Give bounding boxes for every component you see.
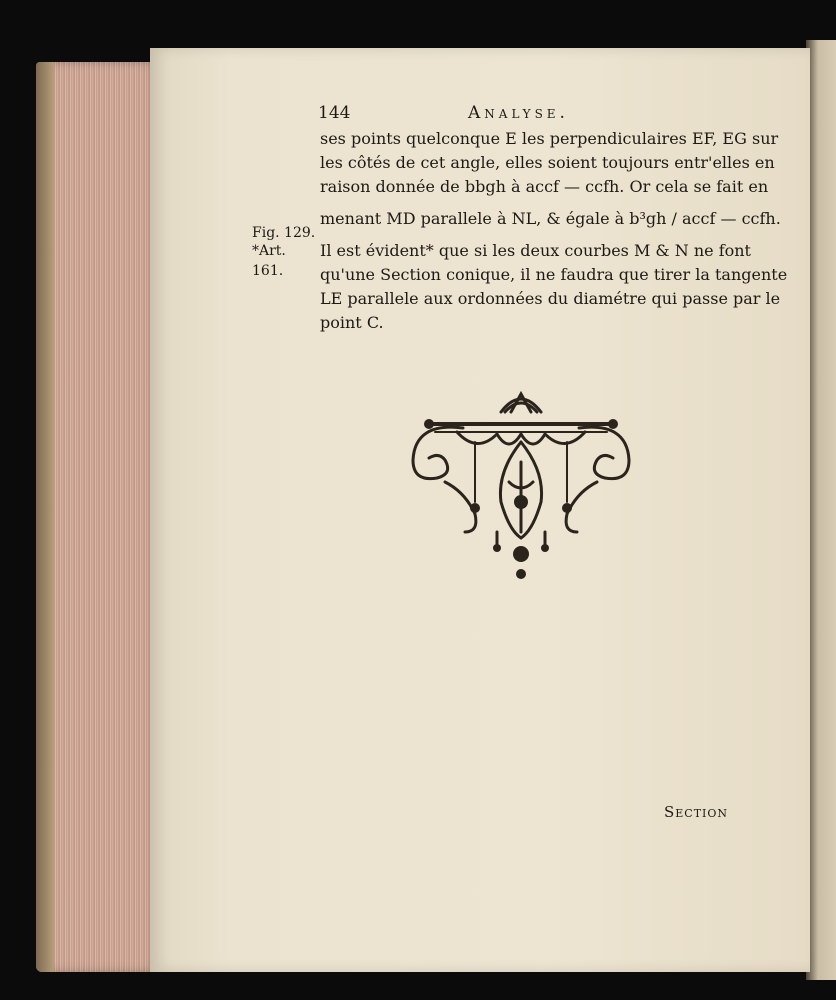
text-line: ses points quelconque E les perpendiculaires EF, EG sur (320, 129, 779, 148)
body-text (320, 127, 788, 335)
text-line: menant MD parallele à NL, & égale à b³gh / accf — ccfh. (320, 209, 781, 228)
text-line: LE parallele aux ordonnées du diamétre qui passe par le (320, 289, 781, 308)
text-line: les côtés de cet angle, elles soient toujours entr'elles en (320, 153, 775, 172)
text-line: raison donnée de bbgh à accf — ccfh. Or cela se fait en (320, 177, 769, 196)
page-number: 144 (318, 103, 351, 123)
page-stack (36, 62, 160, 972)
catchword: Section (664, 803, 729, 821)
page-header (318, 103, 738, 125)
margin-article-ref: *Art. 161. (252, 243, 286, 279)
facing-page-edge (806, 40, 836, 980)
margin-figure-ref: Fig. 129. (252, 225, 316, 241)
text-line: Il est évident* que si les deux courbes M & N ne font (320, 241, 751, 260)
text-line: point C. (320, 313, 384, 332)
ornament-icon (405, 382, 637, 586)
book-edge (36, 62, 54, 972)
running-title: Analyse. (468, 103, 569, 123)
text-line: qu'une Section conique, il ne faudra que tirer la tangente (320, 265, 788, 284)
